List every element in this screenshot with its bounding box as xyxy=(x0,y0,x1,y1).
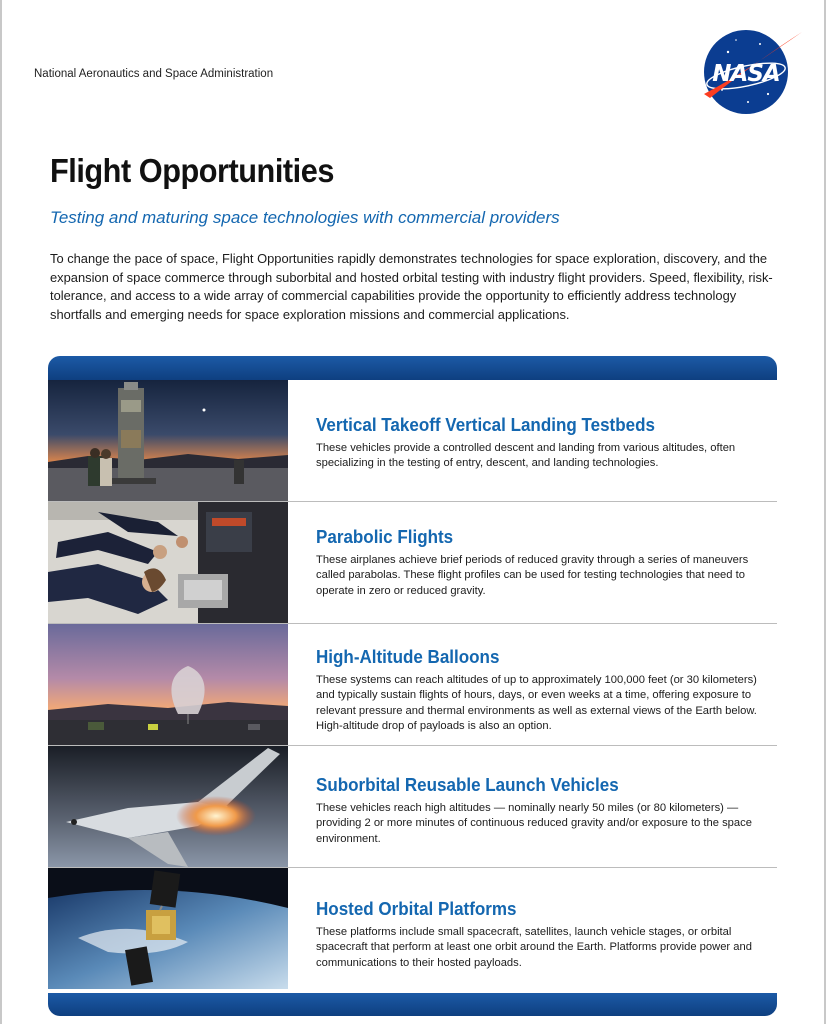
intro-paragraph: To change the pace of space, Flight Opportunities rapidly demonstrates technologies for space exploration, discovery, and the expansion of space commerce through suborbital and hosted orbital testing with industry flight providers. Speed, flexibility, risk-tolerance, and access to a wide array of commercial capabilities provide the opportunity to efficiently address technology shortfalls and emerging needs for space exploration missions and commercial applications. xyxy=(50,251,773,322)
page-border-left xyxy=(0,0,2,1024)
section-body: These vehicles reach high altitudes — nominally nearly 50 miles (or 80 kilometers) — providing 2 or more minutes of continuous reduced gravity and/or exposure to the space environment. xyxy=(316,802,752,845)
section-orbital xyxy=(48,868,777,990)
balloon-photo xyxy=(48,624,288,745)
vtvl-photo xyxy=(48,380,288,501)
page-subtitle: Testing and maturing space technologies with commercial providers xyxy=(50,208,560,227)
section-title: Hosted Orbital Platforms xyxy=(316,898,517,919)
section-balloons xyxy=(48,624,777,746)
section-vtvl xyxy=(48,380,777,502)
section-parabolic xyxy=(48,502,777,624)
section-body: These airplanes achieve brief periods of reduced gravity through a series of maneuvers called parabolas. These flight profiles can be used for testing technologies that need to operate in zero or reduced gravity. xyxy=(316,554,749,597)
section-title: Parabolic Flights xyxy=(316,526,454,547)
section-body: These platforms include small spacecraft, satellites, launch vehicle stages, or orbital spacecraft that perform at least one orbit around the Earth. Platforms provide power and communications to their hosted payloads. xyxy=(316,926,752,969)
section-body: These systems can reach altitudes of up to approximately 100,000 feet (or 30 kilometers) and typically sustain flights of hours, days, or even weeks at a time, offering exposure to relevant pressure and thermal environments as well as external views of the Earth below. High-altitude drop of payloads is also an option. xyxy=(316,674,757,733)
section-suborbital xyxy=(48,746,777,868)
bottom-band xyxy=(48,993,777,1016)
parabolic-photo xyxy=(48,502,288,623)
suborbital-photo xyxy=(48,746,288,867)
nasa-logo xyxy=(698,24,804,116)
section-title: Vertical Takeoff Vertical Landing Testbeds xyxy=(316,414,655,435)
section-body: These vehicles provide a controlled descent and landing from various altitudes, often specializing in the testing of entry, descent, and landing technologies. xyxy=(316,442,736,470)
section-title: Suborbital Reusable Launch Vehicles xyxy=(316,774,619,795)
agency-name: National Aeronautics and Space Administration xyxy=(34,68,274,80)
orbital-photo xyxy=(48,868,288,989)
sections-list xyxy=(48,380,777,990)
nasa-logo-text: NASA xyxy=(712,61,780,87)
top-band xyxy=(48,356,777,380)
page-title: Flight Opportunities xyxy=(50,152,334,189)
section-title: High-Altitude Balloons xyxy=(316,646,500,667)
